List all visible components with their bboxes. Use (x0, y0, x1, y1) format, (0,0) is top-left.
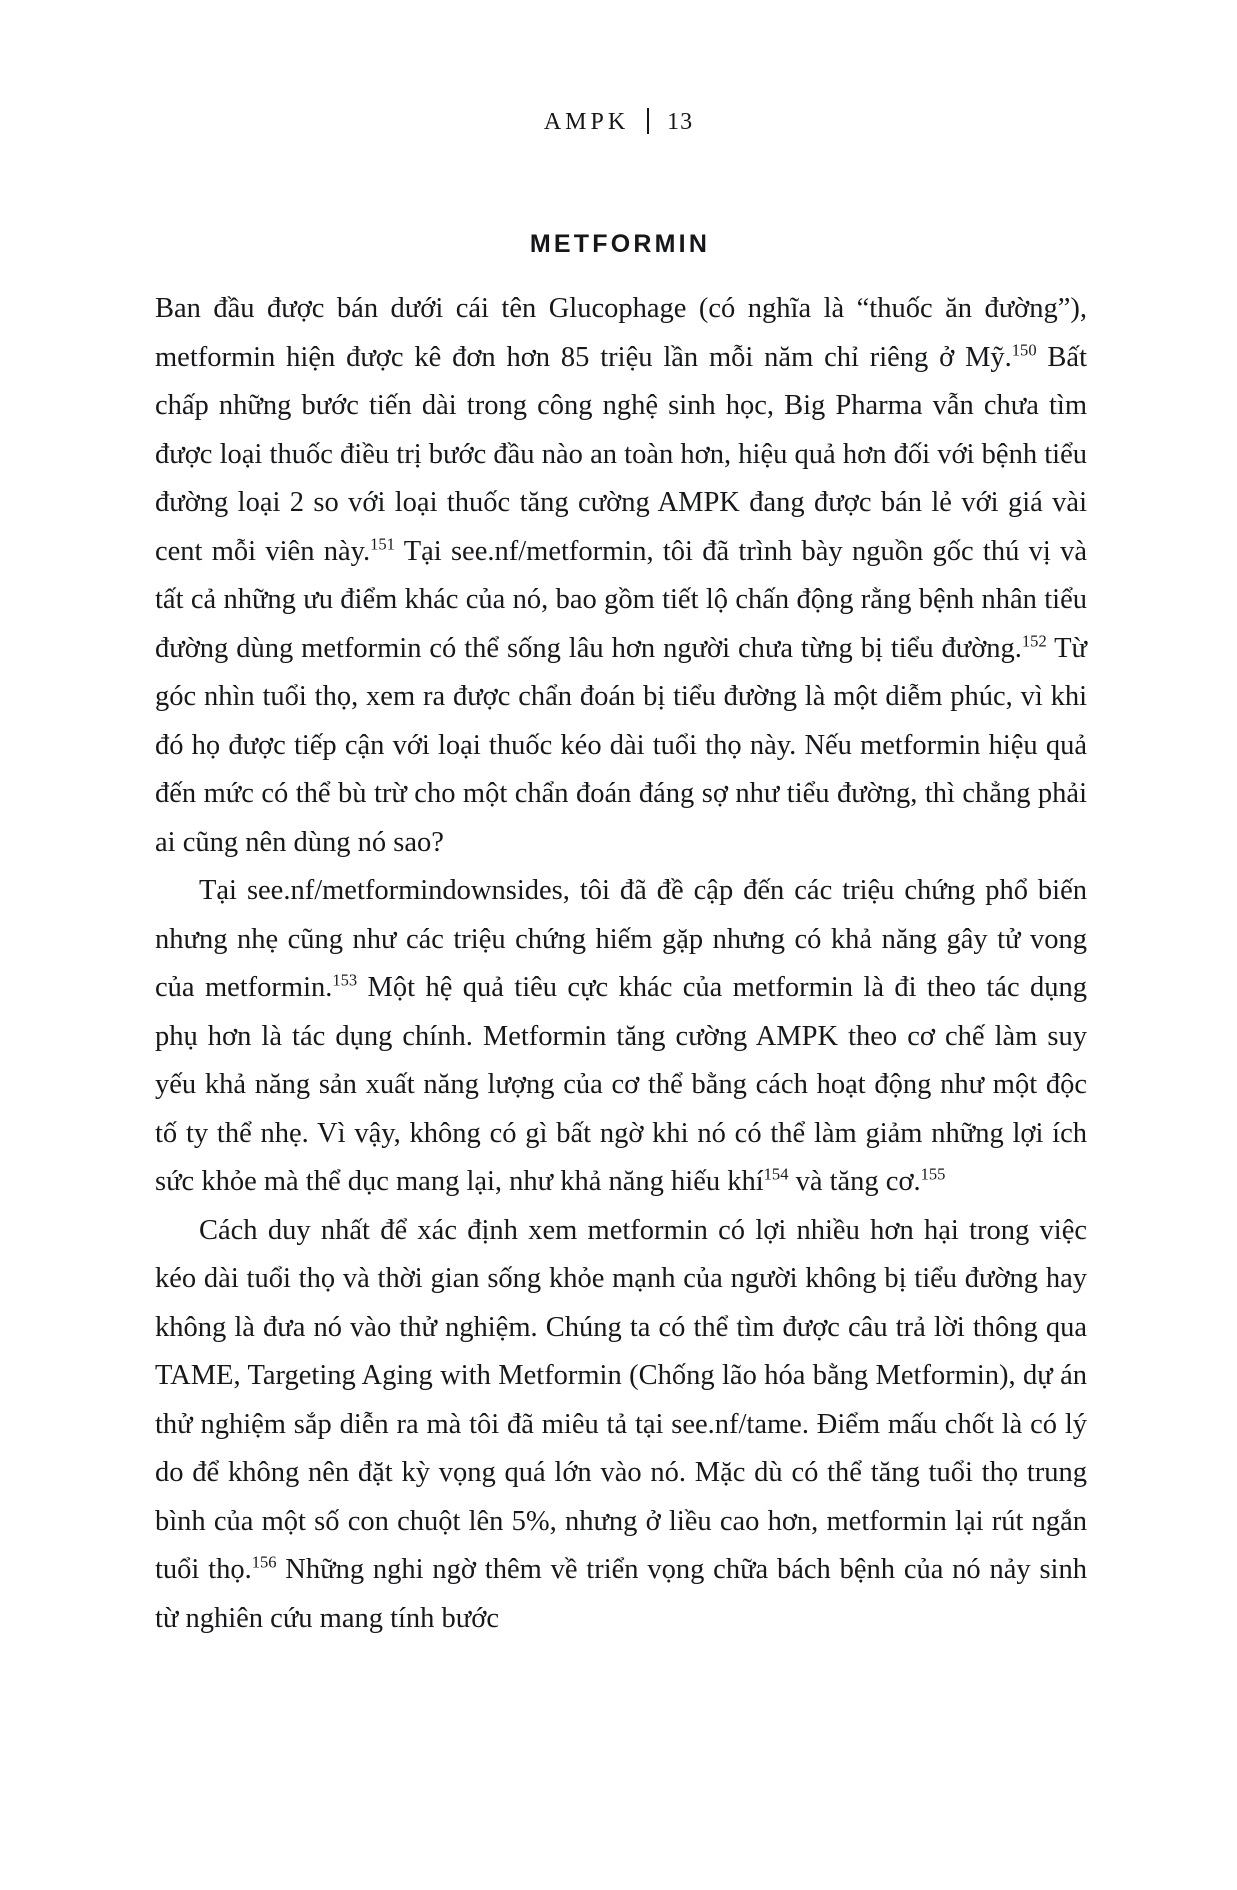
paragraph-3: Cách duy nhất để xác định xem metformin có lợi nhiều hơn hại trong việc kéo dài tuổi thọ và thời gian sống khỏe mạnh của người không bị tiểu đường hay không là đưa nó vào thử nghiệm. Chúng ta có thể tìm được câu trả lời thông qua TAME, Targeting Aging with Metformin (Chống lão hóa bằng Metformin), dự án thử nghiệm sắp diễn ra mà tôi đã miêu tả tại see.nf/tame. Điểm mấu chốt là có lý do để không nên đặt kỳ vọng quá lớn vào nó. Mặc dù có thể tăng tuổi thọ trung bình của một số con chuột lên 5%, nhưng ở liều cao hơn, metformin lại rút ngắn tuổi thọ.$^{156}$ Những nghi ngờ thêm về triển vọng chữa bách bệnh của nó nảy sinh từ nghiên cứu mang tính bước (155, 1214, 1087, 1634)
body-text (155, 285, 1087, 1643)
running-head-divider (647, 108, 649, 134)
page-number: 13 (667, 109, 694, 135)
paragraph-1: Ban đầu được bán dưới cái tên Glucophage (có nghĩa là “thuốc ăn đường”), metformin hiện được kê đơn hơn 85 triệu lần mỗi năm chỉ riêng ở Mỹ.$^{150}$ Bất chấp những bước tiến dài trong công nghệ sinh học, Big Pharma vẫn chưa tìm được loại thuốc điều trị bước đầu nào an toàn hơn, hiệu quả hơn đối với bệnh tiểu đường loại 2 so với loại thuốc tăng cường AMPK đang được bán lẻ với giá vài cent mỗi viên này.$^{151}$ Tại see.nf/metformin, tôi đã trình bày nguồn gốc thú vị và tất cả những ưu điểm khác của nó, bao gồm tiết lộ chấn động rằng bệnh nhân tiểu đường dùng metformin có thể sống lâu hơn người chưa từng bị tiểu đường.$^{152}$ Từ góc nhìn tuổi thọ, xem ra được chẩn đoán bị tiểu đường là một diễm phúc, vì khi đó họ được tiếp cận với loại thuốc kéo dài tuổi thọ này. Nếu metformin hiệu quả đến mức có thể bù trừ cho một chẩn đoán đáng sợ như tiểu đường, thì chẳng phải ai cũng nên dùng nó sao? (155, 293, 1088, 858)
running-head (0, 108, 1237, 136)
paragraph-2: Tại see.nf/metformindownsides, tôi đã đề cập đến các triệu chứng phổ biến nhưng nhẹ cũng như các triệu chứng hiếm gặp nhưng có khả năng gây tử vong của metformin.$^{153}$ Một hệ quả tiêu cực khác của metformin là đi theo tác dụng phụ hơn là tác dụng chính. Metformin tăng cường AMPK theo cơ chế làm suy yếu khả năng sản xuất năng lượng của cơ thể bằng cách hoạt động như một độc tố ty thể nhẹ. Vì vậy, không có gì bất ngờ khi nó có thể làm giảm những lợi ích sức khỏe mà thể dục mang lại, như khả năng hiếu khí$^{154}$ và tăng cơ.$^{155}$ (155, 875, 1087, 1197)
running-head-title: AMPK (543, 109, 630, 135)
section-heading: METFORMIN (529, 230, 711, 258)
